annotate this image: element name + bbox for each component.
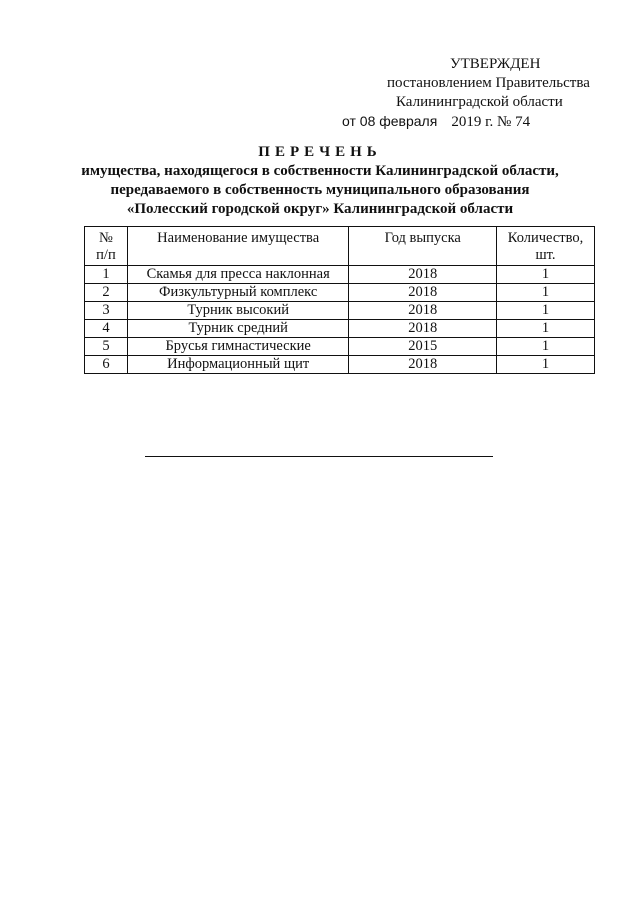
document-subtitle-line3: «Полесский городской округ» Калининградской области <box>126 201 514 217</box>
cell-year: 2018 <box>349 356 497 374</box>
header-number-line1: № <box>99 230 113 246</box>
cell-quantity: 1 <box>497 266 595 284</box>
cell-number: 1 <box>85 266 128 284</box>
cell-number: 6 <box>85 356 128 374</box>
header-quantity-line1: Количество, <box>507 230 584 246</box>
cell-name: Скамья для пресса наклонная <box>127 266 349 284</box>
document-subtitle-line1: имущества, находящегося в собственности Калининградской области, <box>81 163 559 179</box>
cell-year: 2018 <box>349 302 497 320</box>
cell-number: 2 <box>85 284 128 302</box>
approval-date-prefix: от <box>342 113 356 129</box>
table-header-row <box>85 227 595 266</box>
table-row <box>85 320 595 338</box>
cell-name: Турник средний <box>127 320 349 338</box>
approval-date-year-number: 2019 г. № 74 <box>451 114 531 130</box>
approval-title: УТВЕРЖДЕН <box>450 56 541 72</box>
table-row <box>85 284 595 302</box>
document-subtitle-line2: передаваемого в собственность муниципального образования <box>110 182 530 198</box>
header-quantity <box>497 227 595 266</box>
table-row <box>85 338 595 356</box>
cell-name: Физкультурный комплекс <box>127 284 349 302</box>
cell-year: 2018 <box>349 320 497 338</box>
cell-year: 2018 <box>349 284 497 302</box>
property-table <box>84 226 595 374</box>
cell-year: 2018 <box>349 266 497 284</box>
approval-date <box>330 112 600 132</box>
cell-name: Информационный щит <box>127 356 349 374</box>
header-number-line2: п/п <box>96 247 116 263</box>
document-title: ПЕРЕЧЕНЬ <box>258 144 382 160</box>
document-heading <box>0 143 640 219</box>
approval-block <box>330 55 600 132</box>
cell-quantity: 1 <box>497 338 595 356</box>
header-number <box>85 227 128 266</box>
cell-quantity: 1 <box>497 356 595 374</box>
header-year: Год выпуска <box>349 227 497 266</box>
header-quantity-line2: шт. <box>535 247 556 263</box>
approval-region: Калининградской области <box>396 94 563 110</box>
approval-resolution: постановлением Правительства <box>387 75 590 91</box>
cell-number: 3 <box>85 302 128 320</box>
cell-name: Брусья гимнастические <box>127 338 349 356</box>
table-row <box>85 356 595 374</box>
header-name: Наименование имущества <box>127 227 349 266</box>
table-row <box>85 302 595 320</box>
cell-year: 2015 <box>349 338 497 356</box>
cell-quantity: 1 <box>497 284 595 302</box>
cell-number: 4 <box>85 320 128 338</box>
cell-quantity: 1 <box>497 320 595 338</box>
cell-number: 5 <box>85 338 128 356</box>
cell-name: Турник высокий <box>127 302 349 320</box>
cell-quantity: 1 <box>497 302 595 320</box>
table-row <box>85 266 595 284</box>
approval-date-day-month: 08 февраля <box>359 113 438 129</box>
closing-divider <box>145 456 493 457</box>
